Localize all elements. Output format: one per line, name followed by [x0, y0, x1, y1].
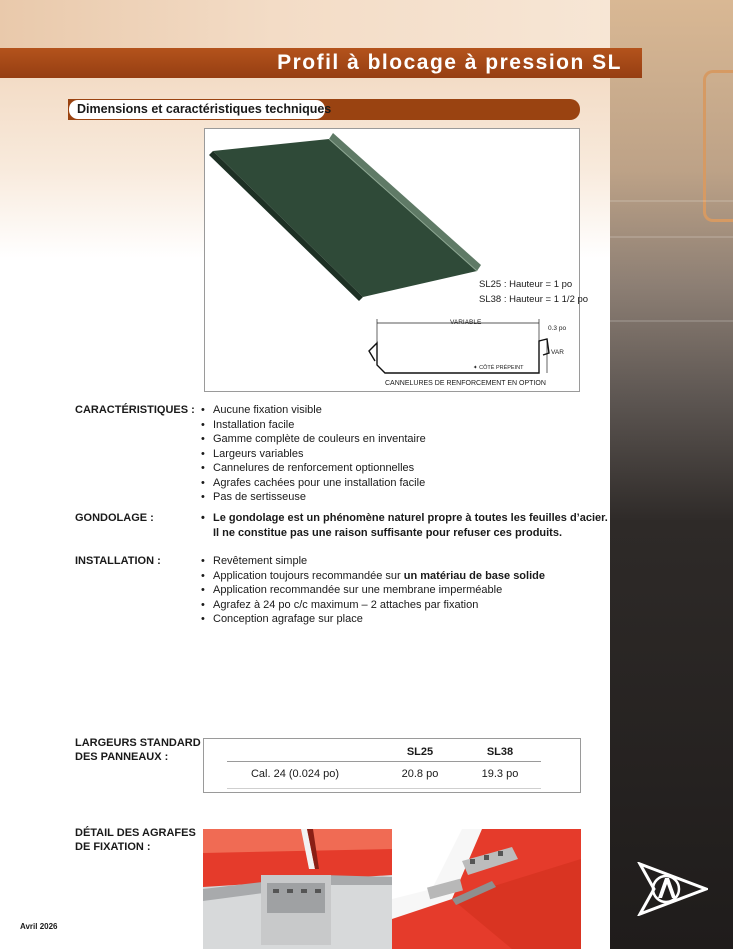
clips-label-line-2: DE FIXATION : — [75, 841, 151, 853]
title-banner — [0, 48, 642, 78]
clip-photo-1-image — [203, 829, 392, 949]
label-var: VAR — [551, 349, 564, 356]
oil-canning-text — [201, 511, 608, 540]
list-item: • Gamme complète de couleurs en inventaire — [201, 432, 426, 447]
list-item: • Conception agrafage sur place — [201, 612, 545, 627]
side-photo-line — [610, 200, 733, 202]
table-cell-sl25: 20.8 po — [401, 768, 439, 780]
product-figure — [204, 128, 589, 392]
installation-list — [201, 554, 545, 627]
clip-photo-2-image — [392, 829, 581, 949]
list-item — [201, 569, 545, 584]
list-item: • Cannelures de renforcement optionnelles — [201, 461, 426, 476]
table-rule — [227, 761, 541, 762]
install-item-text: Application toujours recommandée sur — [213, 569, 404, 582]
header-background — [0, 0, 610, 48]
label-top-dimension: 0.3 po — [548, 325, 567, 332]
widths-label-line-1: LARGEURS STANDARD — [75, 737, 201, 749]
table-cell-sl38: 19.3 po — [481, 768, 519, 780]
footer-date: Avril 2026 — [20, 922, 58, 931]
profile-cross-section — [205, 129, 579, 391]
install-item-emphasis: un matériau de base solide — [403, 569, 545, 582]
installation-label: INSTALLATION : — [75, 555, 161, 567]
side-photo-line — [610, 320, 733, 322]
company-logo — [636, 862, 708, 916]
list-item — [201, 511, 608, 540]
list-item: • Aucune fixation visible — [201, 403, 426, 418]
list-item: • Pas de sertisseuse — [201, 490, 426, 505]
note-sl25: SL25 : Hauteur = 1 po — [479, 279, 573, 290]
figure-caption: CANNELURES DE RENFORCEMENT EN OPTION — [385, 380, 546, 387]
features-label: CARACTÉRISTIQUES : — [75, 404, 195, 416]
list-item: • Revêtement simple — [201, 554, 545, 569]
side-photo-line — [610, 236, 733, 238]
page-title: Profil à blocage à pression SL — [277, 51, 622, 74]
oil-canning-line-1: Le gondolage est un phénomène naturel propre à toutes les feuilles d’acier. — [213, 512, 608, 524]
clip-photo-2 — [392, 829, 581, 949]
label-variable: VARIABLE — [450, 319, 482, 326]
list-item: • Agrafez à 24 po c/c maximum – 2 attaches par fixation — [201, 598, 545, 613]
widths-table — [203, 738, 581, 793]
widths-label-line-2: DES PANNEAUX : — [75, 751, 169, 763]
oil-canning-label: GONDOLAGE : — [75, 512, 154, 524]
table-header-sl25: SL25 — [406, 746, 434, 758]
section-bar — [68, 99, 580, 120]
table-rule — [227, 788, 541, 789]
table-row-label: Cal. 24 (0.024 po) — [250, 768, 340, 780]
features-list — [201, 403, 426, 505]
list-item: • Largeurs variables — [201, 447, 426, 462]
list-item: • Agrafes cachées pour une installation facile — [201, 476, 426, 491]
clips-label-line-1: DÉTAIL DES AGRAFES — [75, 827, 196, 839]
table-header-sl38: SL38 — [486, 746, 514, 758]
list-item: • Application recommandée sur une membrane imperméable — [201, 583, 545, 598]
label-prepainted-side: ✦ CÔTÉ PRÉPEINT — [473, 365, 524, 371]
note-sl38: SL38 : Hauteur = 1 1/2 po — [479, 294, 589, 305]
list-item: • Installation facile — [201, 418, 426, 433]
oil-canning-line-2: Il ne constitue pas une raison suffisante pour refuser ces produits. — [213, 526, 563, 539]
section-title: Dimensions et caractéristiques techniques — [68, 99, 326, 120]
clip-photo-1 — [203, 829, 392, 949]
